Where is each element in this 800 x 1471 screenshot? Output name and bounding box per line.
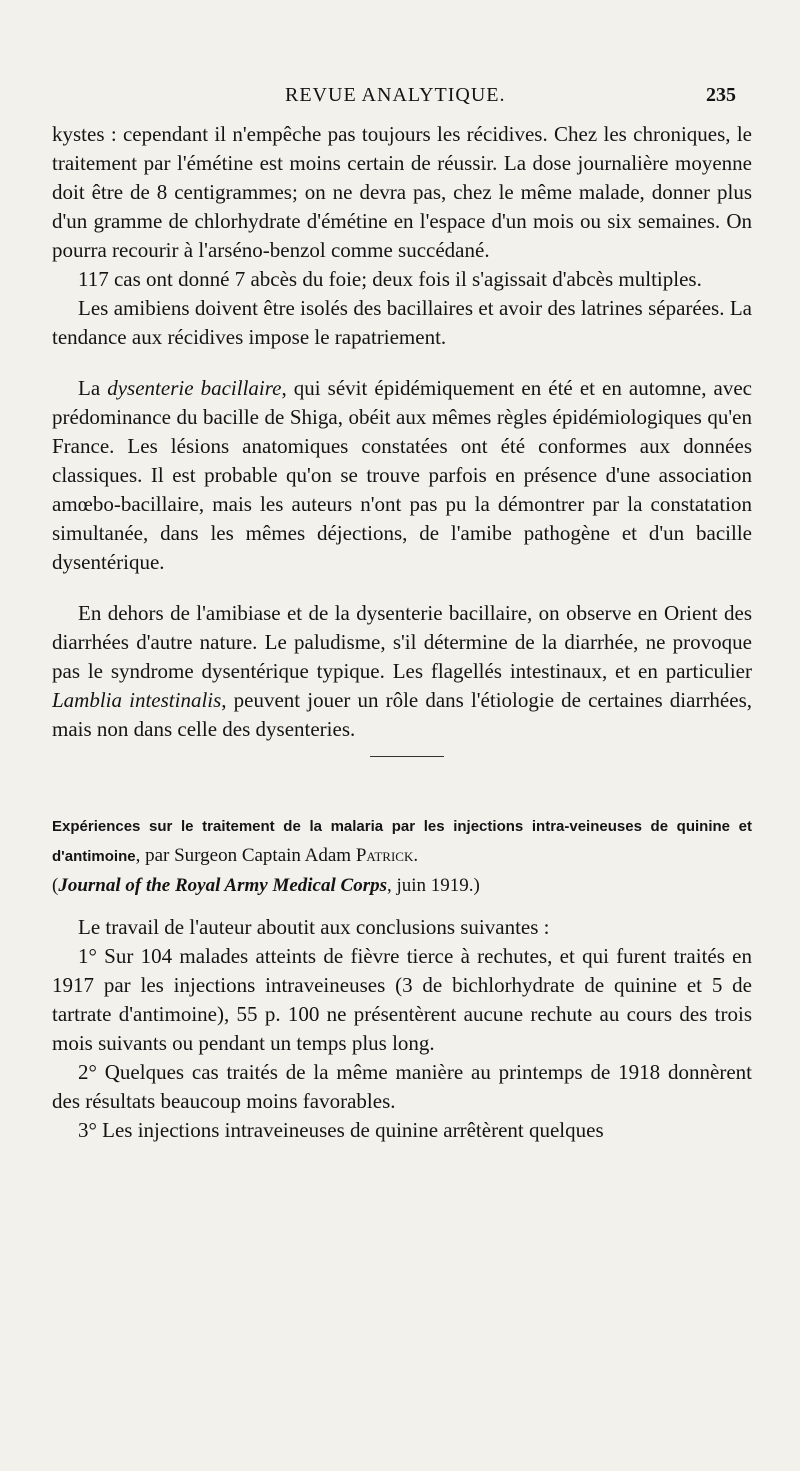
page-number: 235: [706, 84, 736, 106]
paragraph-amibiens: Les amibiens doivent être isolés des bacillaires et avoir des latrines séparées. La tendance aux récidives impose le rapatriement.: [52, 296, 752, 349]
page-body: [52, 120, 752, 1145]
spacer: [52, 352, 752, 374]
conclusion-3: 3° Les injections intraveineuses de quinine arrêtèrent quelques: [78, 1118, 604, 1142]
paragraph-continuation: kystes : cependant il n'empêche pas toujours les récidives. Chez les chroniques, le traitement par l'émétine est moins certain de réussir. La dose journalière moyenne doit être de 8 centigrammes; on ne devra pas, chez le même malade, donner plus d'un gramme de chlorhydrate d'émétine en l'espace d'un mois ou six semaines. On pourra recourir à l'arséno-benzol comme succédané.: [52, 122, 752, 262]
author-suffix: .: [413, 845, 419, 866]
journal-paren: (: [52, 875, 59, 896]
author-prefix: , par Surgeon Captain Adam: [135, 845, 356, 866]
author-name: Patrick: [355, 845, 414, 866]
text-run: La: [78, 376, 108, 400]
journal-date: , juin 1919.): [386, 875, 480, 896]
text-run: , qui sévit épidémiquement en été et en automne, avec prédominance du bacille de Shiga, obéit aux mêmes règles épidémiologiques qu'en France. Les lésions anatomiques constatées ont été conformes aux données classiques. Il est probable qu'on se trouve parfois en présence d'une association amœbo-bacillaire, mais les auteurs n'ont pas pu la démontrer par la constatation simultanée, dans les mêmes déjections, de l'amibe pathogène et d'un bacille dysentérique.: [52, 376, 753, 574]
article-title: Expériences sur le traitement de la malaria par les injections intra-veineuses de quinine et d'antimoine: [52, 818, 752, 865]
running-head: REVUE ANALYTIQUE.: [285, 84, 506, 106]
italic-term: Lamblia intestinalis: [52, 688, 222, 712]
article-heading: [52, 812, 752, 901]
section-separator: [52, 744, 752, 774]
spacer: [52, 577, 752, 599]
spacer: [52, 774, 752, 812]
conclusions-intro: Le travail de l'auteur aboutit aux conclusions suivantes :: [78, 915, 550, 939]
paragraph-abces: 117 cas ont donné 7 abcès du foie; deux fois il s'agissait d'abcès multiples.: [78, 267, 702, 291]
page-header: [0, 80, 800, 114]
journal-name: Journal of the Royal Army Medical Corps: [58, 875, 387, 896]
conclusion-1: 1° Sur 104 malades atteints de fièvre tierce à rechutes, et qui furent traités en 1917 par les injections intraveineuses (3 de bichlorhydrate de quinine et 5 de tartrate d'antimoine), 55 p. 100 ne présentèrent aucune rechute au cours des trois mois suivants ou pendant un temps plus long.: [52, 944, 752, 1055]
paragraph-dysenterie-bacillaire: [52, 374, 752, 577]
spacer: [52, 901, 752, 913]
text-run: En dehors de l'amibiase et de la dysenterie bacillaire, on observe en Orient des diarrhées d'autre nature. Le paludisme, s'il détermine de la diarrhée, ne provoque pas le syndrome dysentérique typique. Les flagellés intestinaux, et en particulier: [52, 601, 752, 683]
text-run: , peuvent jouer un rôle dans l'étiologie de certaines diarrhées, mais non dans celle des dysenteries.: [52, 688, 752, 741]
italic-term: dysenterie bacillaire: [107, 376, 282, 400]
separator-rule: [370, 756, 444, 757]
conclusion-2: 2° Quelques cas traités de la même manière au printemps de 1918 donnèrent des résultats beaucoup moins favorables.: [52, 1060, 752, 1113]
paragraph-diarrhees: [52, 599, 752, 744]
